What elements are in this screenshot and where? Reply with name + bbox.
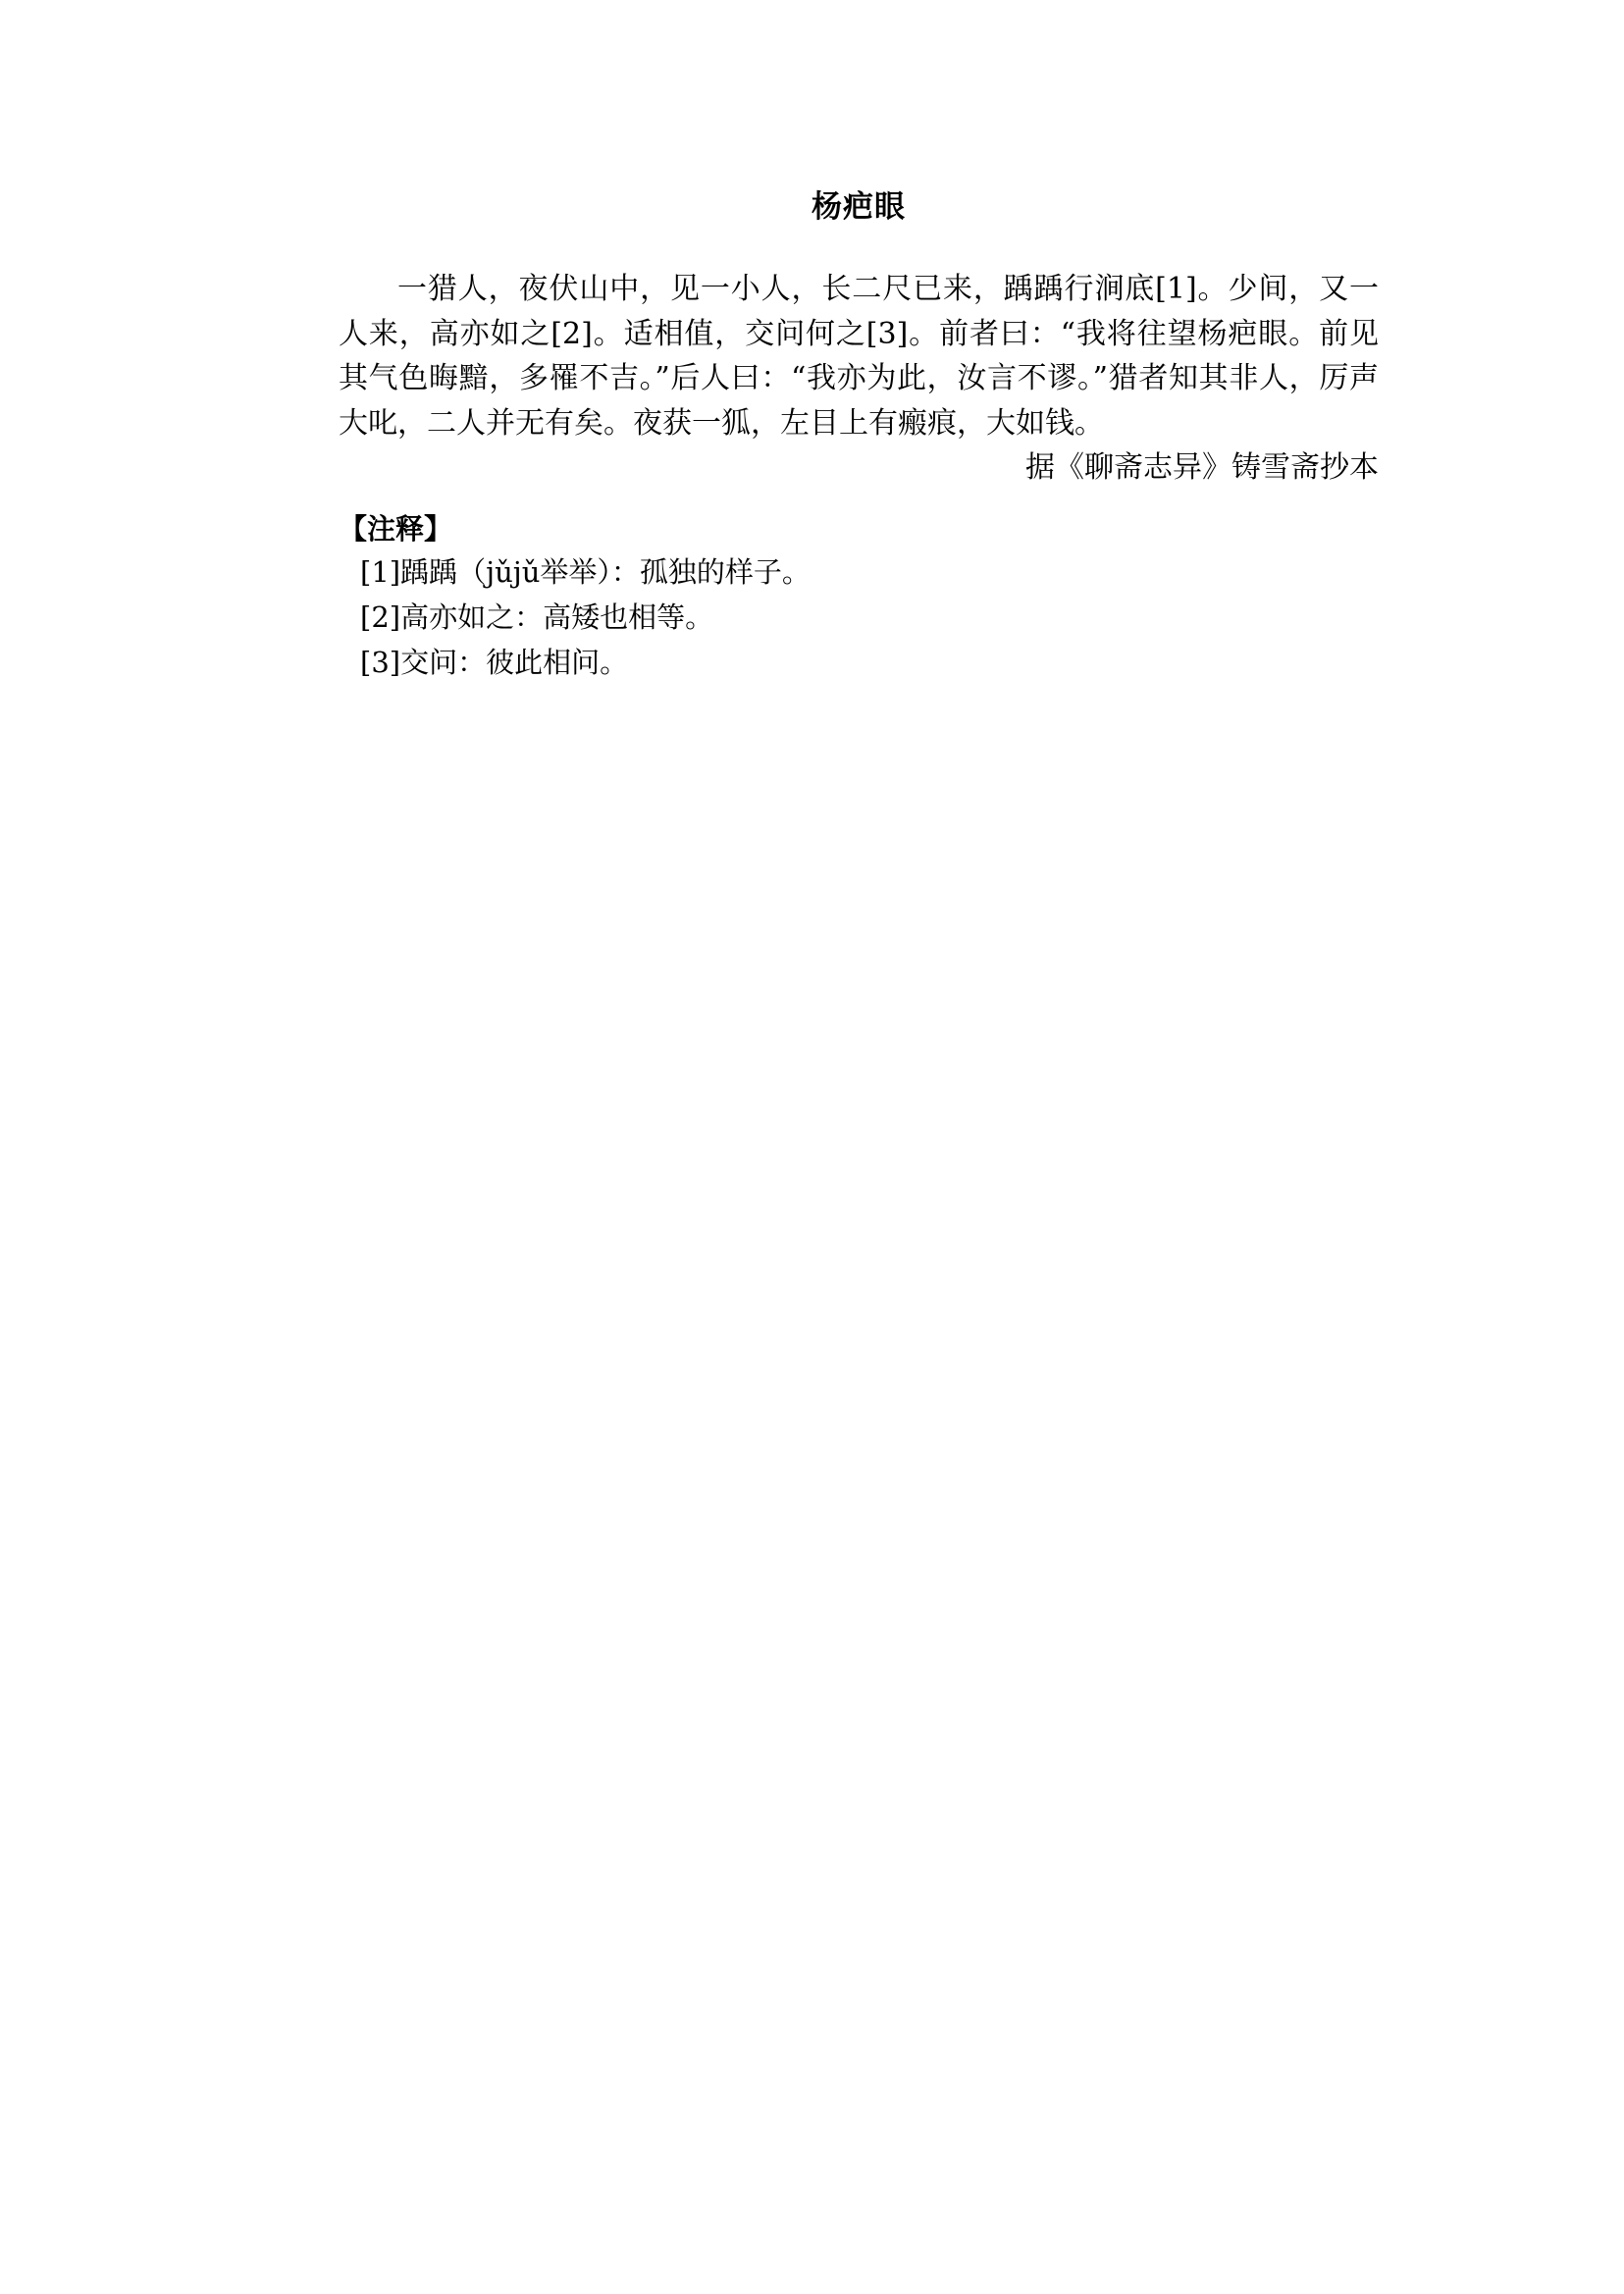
body-paragraph: 一猎人，夜伏山中，见一小人，长二尺已来，踽踽行涧底[1]。少间，又一人来，高亦如之[2]。适相值，交问何之[3]。前者曰：“我将往望杨疤眼。前见其气色晦黯，多罹不吉。”后人曰：“我亦为此，汝言不谬。”猎者知其非人，厉声大叱，二人并无有矣。夜获一狐，左目上有瘢痕，大如钱。 [339, 272, 1379, 441]
note-item: [2]高亦如之：高矮也相等。 [360, 600, 714, 635]
page-title: 杨疤眼 [812, 189, 906, 225]
notes-heading: 【注释】 [339, 511, 453, 546]
note-item: [1]踽踽（jǔjǔ举举）：孤独的样子。 [360, 555, 811, 590]
document-content [339, 182, 1379, 686]
note-item: [3]交问：彼此相问。 [360, 646, 629, 680]
source-attribution: 据《聊斋志异》铸雪斋抄本 [1025, 450, 1379, 486]
